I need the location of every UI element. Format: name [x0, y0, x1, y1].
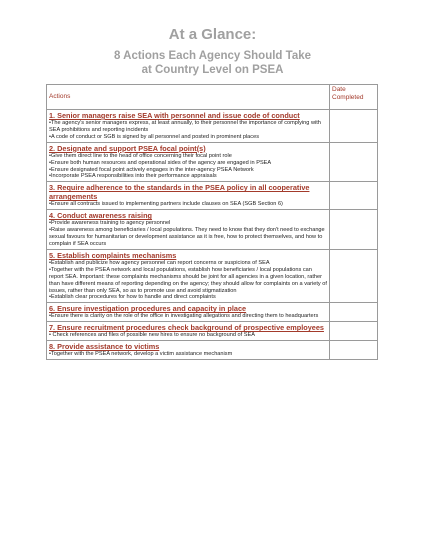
- subtitle-line: 8 Actions Each Agency Should Take: [113, 50, 312, 62]
- page-title: At a Glance:: [168, 26, 257, 43]
- column-header-date: Date Completed: [330, 85, 378, 110]
- date-completed-cell[interactable]: [330, 110, 378, 143]
- action-bullet: • Ensure designated focal point actively engages in the inter-agency PSEA Network: [49, 167, 327, 174]
- subtitle-line: at Country Level on PSEA: [141, 64, 284, 76]
- action-cell: [47, 303, 330, 322]
- action-heading: 1. Senior managers raise SEA with personnel and issue code of conduct: [49, 111, 300, 120]
- action-bullet: • Ensure there is clarity on the role of the office in investigating allegations and directing them to headquarters: [49, 313, 327, 320]
- action-cell: [47, 341, 330, 360]
- action-heading: 8. Provide assistance to victims: [49, 342, 160, 352]
- action-heading: 2. Designate and support PSEA focal point(s): [49, 143, 206, 153]
- date-completed-cell[interactable]: [330, 303, 378, 322]
- action-heading: 5. Establish complaints mechanisms: [49, 250, 177, 260]
- action-cell: [47, 110, 330, 143]
- date-completed-cell[interactable]: [330, 210, 378, 250]
- table-row: [47, 303, 378, 322]
- action-bullet: • Give them direct line to the head of office concerning their focal point role: [49, 153, 327, 160]
- page-subtitle: [0, 49, 425, 77]
- date-completed-cell[interactable]: [330, 142, 378, 182]
- action-bullet: • Together with the PSEA network, develop a victim assistance mechanism: [49, 351, 327, 358]
- action-cell: [47, 249, 330, 302]
- table-row: [47, 142, 378, 182]
- actions-table: [46, 84, 378, 360]
- table-header-row: [47, 85, 378, 110]
- date-completed-cell[interactable]: [330, 249, 378, 302]
- date-completed-cell[interactable]: [330, 182, 378, 210]
- action-bullet: • Establish and publicize how agency personnel can report concerns or suspicions of SEA: [49, 260, 327, 267]
- action-bullet: • Raise awareness among beneficiaries / local populations. They need to know that they don't need to exchange sexual favours for humanitarian or development assistance as it is free, how to protect themselves, and how to complain if SEA occurs: [49, 227, 327, 248]
- action-bullet: • Incorporate PSEA responsibilities into their performance appraisals: [49, 173, 327, 180]
- table-row: [47, 210, 378, 250]
- action-bullet: • A code of conduct or SGB is signed by all personnel and posted in prominent places: [49, 134, 327, 141]
- action-bullet: • Together with the PSEA network and local populations, establish how beneficiaries / local populations can report SEA. Important: these complaints mechanisms should be joint for all agencies in a given location, rather than have different means of reporting depending on the agency; they should allow for complaints on a variety of issues, rather than only SEA, so as to promote use and avoid stigmatization: [49, 267, 327, 295]
- action-cell: [47, 210, 330, 250]
- action-cell: [47, 142, 330, 182]
- action-bullet: • Ensure all contracts issued to implementing partners include clauses on SEA (SGB Section 6): [49, 201, 327, 208]
- action-bullet: • Check references and files of possible new hires to ensure no background of SEA: [49, 332, 327, 339]
- date-completed-cell[interactable]: [330, 322, 378, 341]
- action-cell: [47, 322, 330, 341]
- column-header-actions: Actions: [47, 85, 330, 110]
- action-bullet: • Establish clear procedures for how to handle and direct complaints: [49, 294, 327, 301]
- action-bullet: • The agency's senior managers express, at least annually, to their personnel the importance of complying with SEA prohibitions and reporting incidents: [49, 120, 327, 134]
- table-row: [47, 322, 378, 341]
- action-heading: 3. Require adherence to the standards in the PSEA policy in all cooperative arrangements: [49, 183, 310, 202]
- action-bullet: • Provide awareness training to agency personnel: [49, 220, 327, 227]
- table-row: [47, 110, 378, 143]
- table-row: [47, 249, 378, 302]
- table-row: [47, 182, 378, 210]
- action-bullet: • Ensure both human resources and operational sides of the agency are engaged in PSEA: [49, 160, 327, 167]
- action-heading: 4. Conduct awareness raising: [49, 211, 153, 221]
- action-cell: [47, 182, 330, 210]
- action-heading: 6. Ensure investigation procedures and capacity in place: [49, 304, 247, 314]
- date-completed-cell[interactable]: [330, 341, 378, 360]
- action-heading: 7. Ensure recruitment procedures check background of prospective employees: [49, 323, 324, 333]
- table-row: [47, 341, 378, 360]
